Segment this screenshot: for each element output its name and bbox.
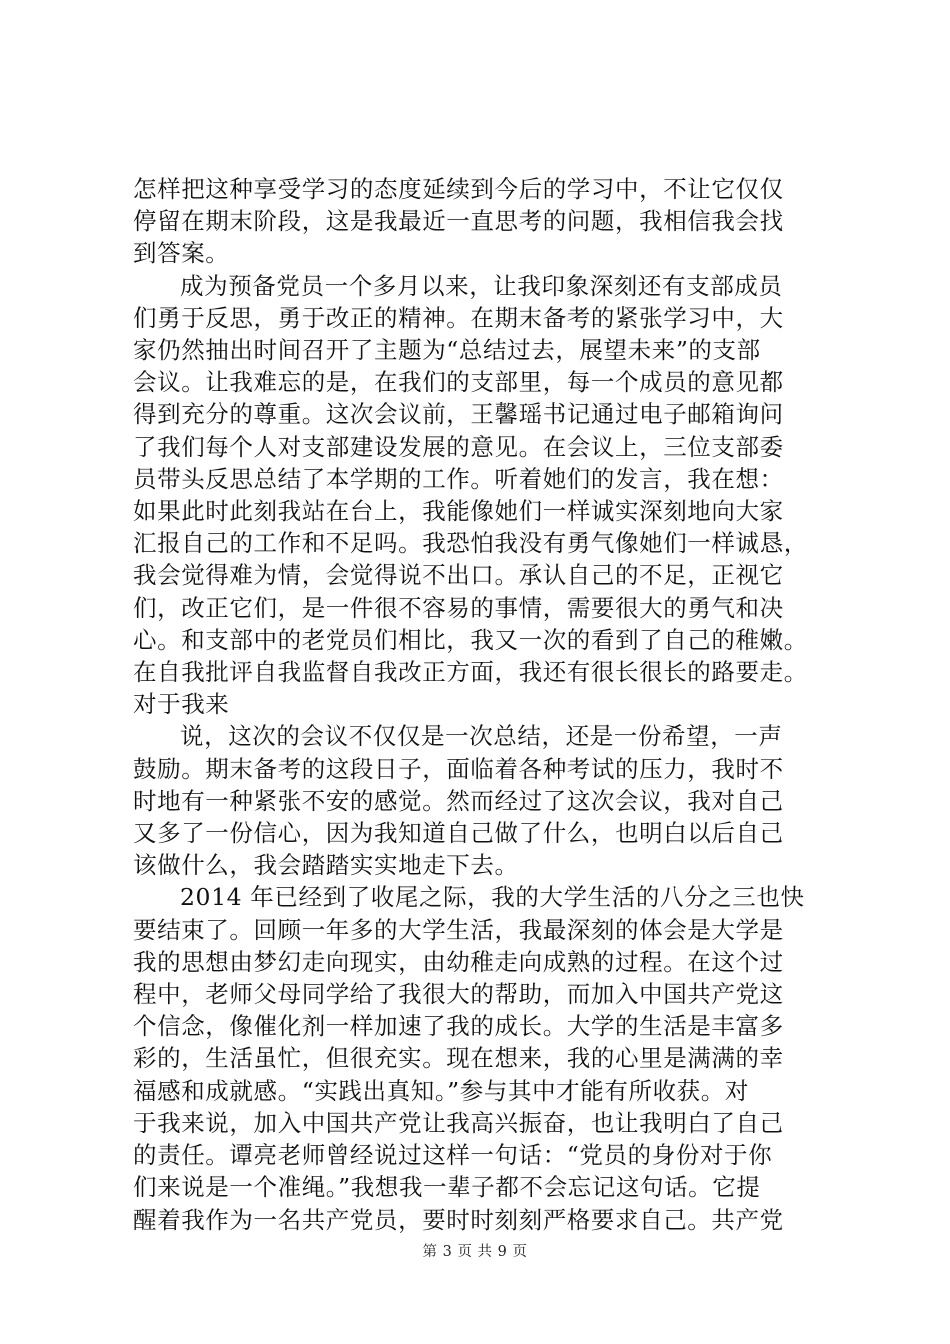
text-line: 要结束了。回顾一年多的大学生活，我最深刻的体会是大学是 [133, 915, 784, 944]
text-line: 们，改正它们，是一件很不容易的事情，需要很大的勇气和决 [133, 593, 784, 622]
text-line: 彩的，生活虽忙，但很充实。现在想来，我的心里是满满的幸 [133, 1044, 784, 1073]
text-line: 得到充分的尊重。这次会议前，王馨瑶书记通过电子邮箱询问 [133, 400, 784, 429]
paragraph-3 [133, 720, 828, 881]
text-line: 鼓励。期末备考的这段日子，面临着各种考试的压力，我时不 [133, 754, 784, 783]
text-line: 员带头反思总结了本学期的工作。听着她们的发言，我在想： [133, 464, 784, 493]
text-line: 对于我来 [133, 690, 230, 719]
text-line: 停留在期末阶段，这是我最近一直思考的问题，我相信我会找 [133, 207, 784, 236]
text-line: 心。和支部中的老党员们相比，我又一次的看到了自己的稚嫩。 [133, 625, 808, 654]
text-line: 的责任。谭亮老师曾经说过这样一句话：“党员的身份对于你 [133, 1141, 773, 1170]
text-line: 2014 年已经到了收尾之际，我的大学生活的八分之三也快 [180, 883, 805, 912]
text-line: 个信念，像催化剂一样加速了我的成长。大学的生活是丰富多 [133, 1012, 784, 1041]
document-body [133, 173, 828, 1236]
text-line: 怎样把这种享受学习的态度延续到今后的学习中，不让它仅仅 [133, 175, 784, 203]
text-line: 程中，老师父母同学给了我很大的帮助，而加入中国共产党这 [133, 980, 784, 1009]
text-line: 到答案。 [133, 239, 230, 268]
text-line: 家仍然抽出时间召开了主题为“总结过去，展望未来”的支部 [133, 336, 761, 365]
text-line: 该做什么，我会踏踏实实地走下去。 [133, 851, 519, 880]
text-line: 在自我批评自我监督自我改正方面，我还有很长很长的路要走。 [133, 658, 808, 687]
text-line: 福感和成就感。“实践出真知。”参与其中才能有所收获。对 [133, 1076, 749, 1105]
paragraph-4 [133, 881, 828, 1235]
text-line: 于我来说，加入中国共产党让我高兴振奋，也让我明白了自己 [133, 1108, 784, 1137]
text-line: 们勇于反思，勇于改正的精神。在期末备考的紧张学习中，大 [133, 303, 784, 332]
text-line: 又多了一份信心，因为我知道自己做了什么，也明白以后自己 [133, 819, 784, 848]
text-line: 们来说是一个准绳。”我想我一辈子都不会忘记这句话。它提 [133, 1173, 761, 1202]
text-line: 我的思想由梦幻走向现实，由幼稚走向成熟的过程。在这个过 [133, 947, 784, 976]
page-number-footer: 第 3 页 共 9 页 [422, 1244, 528, 1260]
text-line: 汇报自己的工作和不足吗。我恐怕我没有勇气像她们一样诚恳， [133, 529, 808, 558]
text-line: 如果此时此刻我站在台上，我能像她们一样诚实深刻地向大家 [133, 497, 784, 526]
text-line: 醒着我作为一名共产党员，要时时刻刻严格要求自己。共产党 [133, 1205, 784, 1234]
text-line: 说，这次的会议不仅仅是一次总结，还是一份希望，一声 [180, 722, 783, 751]
text-line: 会议。让我难忘的是，在我们的支部里，每一个成员的意见都 [133, 368, 784, 397]
text-line: 成为预备党员一个多月以来，让我印象深刻还有支部成员 [180, 271, 783, 300]
text-line: 时地有一种紧张不安的感觉。然而经过了这次会议，我对自己 [133, 786, 784, 815]
paragraph-1 [133, 173, 828, 270]
paragraph-2 [133, 270, 828, 721]
text-line: 了我们每个人对支部建设发展的意见。在会议上，三位支部委 [133, 432, 784, 461]
text-line: 我会觉得难为情，会觉得说不出口。承认自己的不足，正视它 [133, 561, 784, 590]
